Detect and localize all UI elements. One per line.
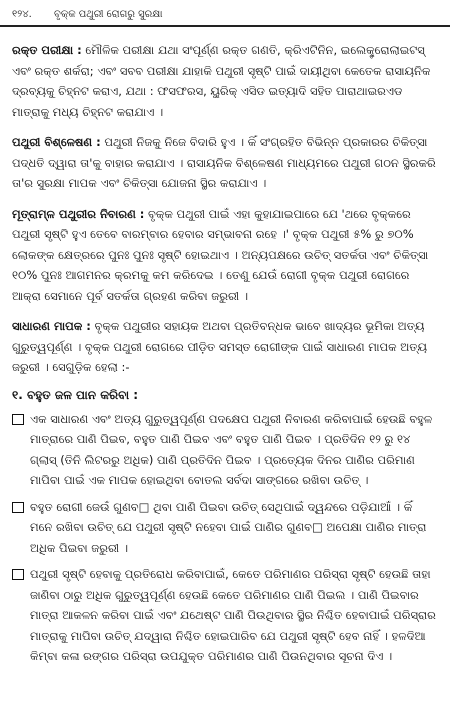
checkbox-square-icon [12,414,24,425]
paragraph-general-measures [12,316,438,378]
header-rule [0,25,450,27]
list-item-text: ବହୁତ ରୋଗୀ ଜେଉଁ ଗୁଣବ□ ଥିବା ପାଣି ପିଇବା ଉଚିତ୍ ସେଥିପାଇଁ ଦ୍ୱନ୍ଦରେ ପଡ଼ିଯାଆଁ । କିଁ ମନେ ରଖିବା ଉଚିତ୍ ଯେ ପଥୁରୀ ସୃଷ୍ଟି ନହେବା ପାଇଁ ପାଣିର ଗୁଣବ□ ଅପେକ୍ଷା ପାଣିର ମାତ୍ରା ଅଧିକ ପିଇବା ଜରୁରୀ । [30,499,427,555]
section-subheading: ୧. ବହୁତ ଜଳ ପାନ କରିବା : [12,387,139,402]
running-title: ବୃକ୍କ ପଥୁରୀ ରୋଗରୁ ସୁରକ୍ଷା [54,8,163,20]
checkbox-square-icon [12,502,24,513]
list-item-text: ପଥୁରୀ ସୃଷ୍ଟି ହେବାକୁ ପ୍ରତିରୋଧ କରିବାପାଇଁ, କେତେ ପରିମାଣର ପରିସ୍ରା ସୃଷ୍ଟି ହେଉଛି ତାହା ଜାଣିବା ଠାରୁ ଅଧିକ ଗୁରୁତ୍ୱପୂର୍ଣ୍ଣ ହେଉଛି କେତେ ପରିମାଣର ପାଣି ପିଇଲ । ପାଣି ପିଇବାର ମାତ୍ରା ଆକଳନ କରିବା ପାଇଁ ଏବଂ ଯଥେଷ୍ଟ ପାଣି ପିଉଥିବାର ସ୍ଥିର ନିଶ୍ଚିତ ହେବାପାଇଁ ପରିସ୍ରାର ମାତ୍ରାକୁ ମାପିବା ଉଚିତ୍ ଯଦ୍ୱାରା ନିଶ୍ଚିତ ହୋଇପାରିବ ଯେ ପଥୁରୀ ସୃଷ୍ଟି ହେବ ନାହିଁ । ହଳଦିଆ କିମ୍ବା କଳା ରଙ୍ଗର ପରିସ୍ରା ଉପଯୁକ୍ତ ପରିମାଣର ପାଣି ପିଉନଥିବାର ସୂଚନା ଦିଏ । [30,567,436,663]
term-stone-analysis: ପଥୁରୀ ବିଶ୍ଳେଷଣ : [12,135,101,149]
text-stone-analysis: ପଥୁରୀ ନିଜକୁ ନିଜେ ବିଦାରି ହୁଏ । କିଁ ସଂଗ୍ରହିତ ବିଭିନ୍ନ ପ୍ରକାରର ଚିକିତ୍ସା ପଦ୍ଧତି ଦ୍ୱାରା ତା'କୁ ବାହାର କରାଯାଏ । ରାସାୟନିକ ବିଶ୍ଳେଷଣ ମାଧ୍ୟମରେ ପଥୁରୀ ଗଠନ ସ୍ଥିରକରି ତା'ର ସୁରକ୍ଷା ମାପକ ଏବଂ ଚିକିତ୍ସା ଯୋଜନା ସ୍ଥିର କରାଯାଏ । [12,135,436,190]
paragraph-stone-prevention [12,204,438,307]
text-general-measures: ବୃକ୍କ ପଥୁରୀର ସହାୟକ ଅଥବା ପ୍ରତିବନ୍ଧକ ଭାବେ ଖାଦ୍ୟର ଭୂମିକା ଅତ୍ୟ ଗୁରୁତ୍ୱପୂର୍ଣ୍ଣ । ବୃକ୍କ ପଥୁରୀ ରୋଗରେ ପୀଡ଼ିତ ସମସ୍ତ ରୋଗୀଙ୍କ ପାଇଁ ସାଧାରଣ ମାପକ ଅତ୍ୟ ଜରୁରୀ । ସେଗୁଡ଼ିକ ହେଲା :- [12,319,427,374]
page-number: ୧୨୪. [12,8,32,20]
running-header [12,6,438,22]
list-item [12,409,438,491]
paragraph-stone-analysis [12,132,438,194]
text-stone-prevention: ବୃକ୍କ ପଥୁରୀ ପାଇଁ ଏହା କୁହାଯାଇପାରେ ଯେ 'ଥରେ ବୃକ୍କରେ ପଥୁରୀ ସୃଷ୍ଟି ହୁଏ ତେବେ ବାରମ୍ବାର ହେବାର ସମ୍ଭାବନା ରହେ ।' ବୃକ୍କ ପଥୁରୀ ୫% ରୁ ୭୦% ଲୋକଙ୍କ କ୍ଷେତ୍ରରେ ପୁନଃ ପୁନଃ ସୃଷ୍ଟି ହୋଇଥାଏ । ଅନ୍ୟପକ୍ଷରେ ଉଚିତ୍ ସତର୍କତା ଏବଂ ଚିକିତ୍ସା ୧୦% ପୁନଃ ଆଗମନର କ୍ରମକୁ କମ କରିଦେଇ । ତେଣୁ ଯେଉଁ ରୋଗୀ ବୃକ୍କ ପଥୁରୀ ରୋଗରେ ଆକ୍ରା ସେମାନେ ପୂର୍ବ ସତର୍କତା ଗ୍ରହଣ କରିବା ଜରୁରୀ । [12,206,429,303]
term-general-measures: ସାଧାରଣ ମାପକ : [12,319,91,333]
term-stone-prevention: ମୂତ୍ରାମ୍ଳ ପଥୁରୀର ନିବାରଣ : [12,206,145,221]
text-blood-test: ମୌଳିକ ପରୀକ୍ଷା ଯଥା ସଂପୂର୍ଣ୍ଣ ରକ୍ତ ଗଣତି, କ୍ରିଏଟିନିନ, ଇଲେକ୍ଟ୍ରୋଲାଇଟସ୍ ଏବଂ ରକ୍ତ ଶର୍କରା; ଏବଂ ସବବ ପରୀକ୍ଷା ଯାହାକି ପଥୁରୀ ସୃଷ୍ଟି ପାଇଁ ଦାୟୀଥିବା କେତେକ ରାସାୟନିକ ଦ୍ରବ୍ୟକୁ ଚିହ୍ନଟ କରାଏ, ଯଥା : ଫସଫରସ, ୟୁରିକ୍ ଏସିଡ ଇତ୍ୟାଦି ସହିତ ପାରାଥାଇରଏଡ ମାତ୍ରାକୁ ମଧ୍ୟ ଚିହ୍ନଟ କରାଯାଏ । [12,43,431,119]
list-item-text: ଏକ ସାଧାରଣ ଏବଂ ଅତ୍ୟ ଗୁରୁତ୍ୱପୂର୍ଣ୍ଣ ପଦକ୍ଷେପ ପଥୁରୀ ନିବାରଣ କରିବାପାଇଁ ହେଉଛି ବହୁଳ ମାତ୍ରାରେ ପାଣି ପିଇବ, ବହୁତ ପାଣି ପିଇବ ଏବଂ ବହୁତ ପାଣି ପିଇବ । ପ୍ରତିଦିନ ୧୨ ରୁ ୧୪ ଗ୍ଲାସ୍ (ତିନି ଲିଟରରୁ ଅଧିକ) ପାଣି ପ୍ରତିଦିନ ପିଇବ । ପ୍ରତ୍ୟେକ ଦିନର ପାଣିର ପରିମାଣ ମାପିବା ପାଇଁ ଏକ ମାପକ ହୋଇଥିବା ବୋତଲ ସର୍ବଦା ସାଙ୍ଗରେ ରଖିବା ଉଚିତ୍ । [30,411,433,487]
paragraph-blood-test [12,40,438,122]
list-item [12,497,438,559]
list-item [12,564,438,667]
checkbox-square-icon [12,569,24,580]
page-content [12,40,438,667]
term-blood-test: ରକ୍ତ ପରୀକ୍ଷା : [12,43,82,57]
